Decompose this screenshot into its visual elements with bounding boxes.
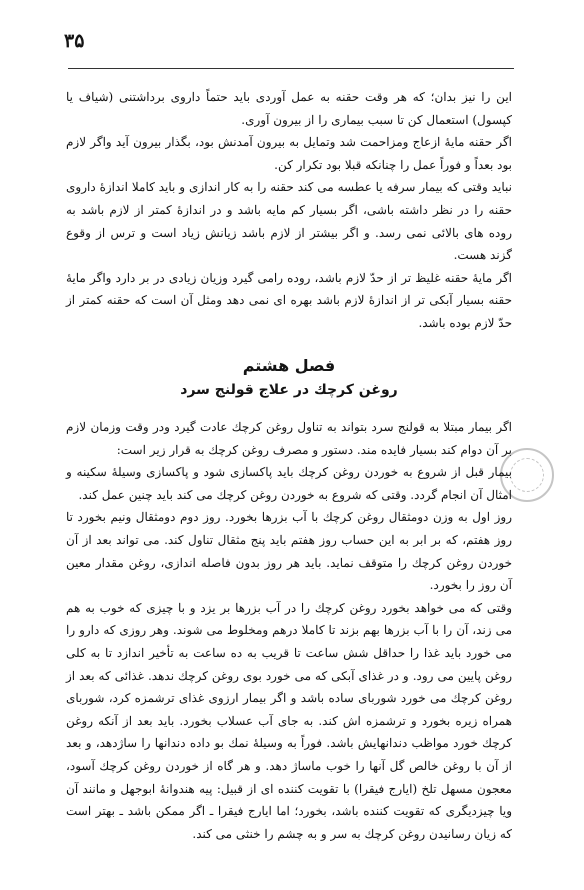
- paragraph: نباید وقتی که بیمار سرفه یا عطسه می کند حقنه را به کار اندازی و باید کاملا اندازهٔ داروی حقنه را در نظر داشته باشی، اگر بسیار کم مایه باشد و در اندازهٔ کمتر از لازم باشد به روده های بالائی نمی رسد. و اگر بیشتر از لازم باشد زیانش زیاد است و ترس از وقوع گزند هست.: [66, 180, 512, 263]
- bottom-text-section: [66, 416, 512, 845]
- paragraph: روز اول به وزن دومثقال روغن کرچك با آب بزرها بخورد. روز دوم دومثقال ونیم بخورد تا روز هفتم، که بر ابر به این حساب روز هفتم باید پنج مثقال تناول کند. می تواند بعد از آن خوردن روغن کرچك را متوقف نماید. باید هر روز بدون فاصله اندازی، روغن مقدار معین آن روز را بخورد.: [66, 510, 512, 593]
- stamp-ring: [510, 458, 544, 492]
- paragraph: این را نیز بدان؛ که هر وقت حقنه به عمل آوردی باید حتماً داروی برداشتنی (شیاف یا کپسول) استعمال کن تا سبب بیماری را از بیرون آوری.: [66, 90, 512, 127]
- top-text-section: [66, 86, 512, 335]
- paragraph: وقتی که می خواهد بخورد روغن کرچك را در آب بزرها بر یزد و با چیزی که خوب به هم می زند، آن را با آب بزرها بهم بزند تا کاملا درهم ومخلوط می شوند. وهر روزی که دارو را می خورد باید غذا را حداقل شش ساعت تا قریب به ده ساعت به تأخیر اندازد تا به کلی روغن پایین می رود. و در غذای آبکی که می خورد بوی روغن کرچك ندهد. غذائی که بعد از روغن کرچك می خورد شوربای ساده باشد و اگر بیمار ارزوی غذای ترشمزه کرد، شوربای همراه زیره بخورد و ترشمزه اش کند. به جای آب عسلاب بخورد. باید بعد از آنکه روغن کرچك خورد مواظب دندانهایش باشد. فوراً به وسیلهٔ نمك بو داده دندانها را ساژدهد، و بعد از آن با روغن خالص گل آنها را خوب ماساژ دهد. و هر گاه از خوردن روغن کرچك آسود، معجون مسهل تلخ (ایارج فیقرا) با تقویت کننده ای از قبیل: پیه هندوانهٔ ابوجهل و مانند آن ویا چیزدیگری که تقویت کننده باشد، بخورد؛ اما ایارج فیقرا ـ اگر ممکن باشد ـ بهتر است که زیان رسانیدن روغن کرچك به سر و به چشم را خنثی می کند.: [66, 600, 512, 841]
- paragraph: اگر بیمار مبتلا به قولنج سرد بتواند به تناول روغن کرچك عادت گیرد ودر وقت وزمان لازم بر آن دوام کند بسیار فایده مند. دستور و مصرف روغن کرچك به قرار زیر است:: [66, 420, 512, 457]
- paragraph: اگر حقنه مایهٔ ازعاج ومزاحمت شد وتمایل به بیرون آمدنش بود، بگذار بیرون آید واگر لازم بود بعداً و فوراً عمل را چنانکه قبلا بود تکرار کن.: [66, 135, 512, 172]
- header-rule: [68, 68, 514, 69]
- paragraph: بیمار قبل از شروع به خوردن روغن کرچك باید پاکسازی شود و پاکسازی وسیلهٔ سکینه و امثال آن انجام گردد. وقتی که شروع به خوردن روغن کرچك می کند باید چنین عمل کند.: [66, 465, 512, 502]
- chapter-subtitle: روغن کرچك در علاج قولنج سرد: [180, 382, 398, 398]
- paragraph: اگر مایهٔ حقنه غلیظ تر از حدّ لازم باشد، روده رامی گیرد وزیان زیادی در بر دارد واگر مایهٔ حقنه بسیار آبکی تر از اندازهٔ لازم باشد بهره ای نمی دهد ومثل آن است که حقنه کمتر از حدّ لازم بوده باشد.: [66, 270, 512, 330]
- chapter-title: فصل هشتم: [242, 356, 336, 375]
- page-number: ۳۵: [64, 30, 85, 52]
